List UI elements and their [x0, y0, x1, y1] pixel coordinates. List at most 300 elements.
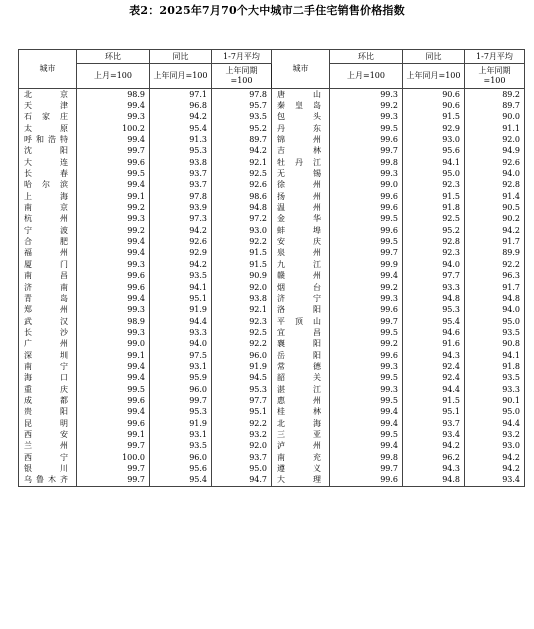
ytd-value-cell: 92.2 — [465, 259, 525, 270]
city-name-cell: 上海 — [19, 191, 77, 202]
city-name-cell: 广州 — [19, 339, 77, 350]
yoy-value-cell: 92.8 — [403, 236, 465, 247]
ytd-value-cell: 93.0 — [212, 225, 272, 236]
header-ytd-right: 1-7月平均 — [465, 50, 525, 64]
mom-value-cell: 100.0 — [77, 452, 150, 463]
ytd-value-cell: 92.6 — [465, 157, 525, 168]
yoy-value-cell: 92.3 — [403, 180, 465, 191]
ytd-value-cell: 91.8 — [465, 361, 525, 372]
mom-value-cell: 99.6 — [330, 350, 403, 361]
mom-value-cell: 99.6 — [77, 418, 150, 429]
city-name-cell: 呼和浩特 — [19, 134, 77, 145]
yoy-value-cell: 92.4 — [403, 361, 465, 372]
mom-value-cell: 99.3 — [77, 327, 150, 338]
city-name-cell: 洛阳 — [272, 305, 330, 316]
ytd-value-cell: 90.2 — [465, 214, 525, 225]
table-row — [19, 441, 525, 452]
city-name-cell: 无锡 — [272, 168, 330, 179]
table-row — [19, 259, 525, 270]
yoy-value-cell: 93.4 — [403, 429, 465, 440]
mom-value-cell: 99.7 — [77, 475, 150, 487]
city-name-cell: 成都 — [19, 395, 77, 406]
yoy-value-cell: 94.2 — [150, 259, 212, 270]
city-name-cell: 三亚 — [272, 429, 330, 440]
ytd-value-cell: 94.2 — [465, 452, 525, 463]
header-yoy-sub-left: 上年同月=100 — [150, 64, 212, 89]
yoy-value-cell: 94.8 — [403, 293, 465, 304]
ytd-value-cell: 89.2 — [465, 89, 525, 101]
ytd-value-cell: 93.5 — [465, 327, 525, 338]
mom-value-cell: 99.4 — [77, 248, 150, 259]
mom-value-cell: 99.4 — [77, 361, 150, 372]
yoy-value-cell: 93.7 — [403, 418, 465, 429]
ytd-value-cell: 95.3 — [212, 384, 272, 395]
ytd-value-cell: 91.7 — [465, 282, 525, 293]
city-name-cell: 兰州 — [19, 441, 77, 452]
yoy-value-cell: 93.7 — [150, 180, 212, 191]
ytd-value-cell: 93.3 — [465, 384, 525, 395]
yoy-value-cell: 92.9 — [403, 123, 465, 134]
ytd-value-cell: 94.2 — [465, 463, 525, 474]
city-name-cell: 遵义 — [272, 463, 330, 474]
ytd-value-cell: 90.9 — [212, 271, 272, 282]
yoy-value-cell: 94.2 — [403, 441, 465, 452]
yoy-value-cell: 99.7 — [150, 395, 212, 406]
yoy-value-cell: 93.7 — [150, 168, 212, 179]
mom-value-cell: 99.5 — [330, 429, 403, 440]
city-name-cell: 襄阳 — [272, 339, 330, 350]
table-row — [19, 327, 525, 338]
city-name-cell: 厦门 — [19, 259, 77, 270]
city-name-cell: 平顶山 — [272, 316, 330, 327]
city-name-cell: 唐山 — [272, 89, 330, 101]
yoy-value-cell: 91.5 — [403, 395, 465, 406]
ytd-value-cell: 92.0 — [212, 441, 272, 452]
ytd-value-cell: 94.9 — [465, 146, 525, 157]
ytd-value-cell: 91.5 — [212, 259, 272, 270]
mom-value-cell: 99.7 — [330, 316, 403, 327]
city-name-cell: 徐州 — [272, 180, 330, 191]
yoy-value-cell: 91.5 — [403, 191, 465, 202]
mom-value-cell: 99.4 — [330, 271, 403, 282]
table-row — [19, 361, 525, 372]
yoy-value-cell: 93.3 — [403, 282, 465, 293]
city-name-cell: 杭州 — [19, 214, 77, 225]
mom-value-cell: 99.3 — [330, 168, 403, 179]
ytd-value-cell: 92.1 — [212, 157, 272, 168]
yoy-value-cell: 90.6 — [403, 100, 465, 111]
ytd-value-cell: 92.5 — [212, 168, 272, 179]
table-row — [19, 463, 525, 474]
city-name-cell: 南昌 — [19, 271, 77, 282]
yoy-value-cell: 93.9 — [150, 202, 212, 213]
mom-value-cell: 99.1 — [77, 191, 150, 202]
mom-value-cell: 99.6 — [330, 191, 403, 202]
city-name-cell: 泸州 — [272, 441, 330, 452]
city-name-cell: 济南 — [19, 282, 77, 293]
ytd-value-cell: 90.5 — [465, 202, 525, 213]
ytd-value-cell: 94.2 — [465, 225, 525, 236]
yoy-value-cell: 94.1 — [403, 157, 465, 168]
city-name-cell: 丹东 — [272, 123, 330, 134]
ytd-value-cell: 94.8 — [212, 202, 272, 213]
mom-value-cell: 99.2 — [330, 100, 403, 111]
city-name-cell: 南京 — [19, 202, 77, 213]
city-name-cell: 长春 — [19, 168, 77, 179]
table-row — [19, 123, 525, 134]
yoy-value-cell: 94.1 — [150, 282, 212, 293]
city-name-cell: 南宁 — [19, 361, 77, 372]
table-row — [19, 248, 525, 259]
mom-value-cell: 99.7 — [77, 463, 150, 474]
city-name-cell: 温州 — [272, 202, 330, 213]
yoy-value-cell: 92.3 — [403, 248, 465, 259]
header-mom-left: 环比 — [77, 50, 150, 64]
mom-value-cell: 99.7 — [330, 463, 403, 474]
yoy-value-cell: 95.1 — [403, 407, 465, 418]
mom-value-cell: 99.4 — [330, 441, 403, 452]
ytd-value-cell: 94.4 — [465, 418, 525, 429]
table-row — [19, 191, 525, 202]
header-ytd-sub-left: 上年同期=100 — [212, 64, 272, 89]
ytd-value-cell: 94.5 — [212, 373, 272, 384]
table-row — [19, 236, 525, 247]
city-name-cell: 岳阳 — [272, 350, 330, 361]
mom-value-cell: 99.4 — [330, 418, 403, 429]
mom-value-cell: 99.7 — [330, 248, 403, 259]
table-row — [19, 271, 525, 282]
yoy-value-cell: 92.5 — [403, 214, 465, 225]
yoy-value-cell: 91.9 — [150, 305, 212, 316]
mom-value-cell: 99.5 — [330, 214, 403, 225]
ytd-value-cell: 93.2 — [212, 429, 272, 440]
yoy-value-cell: 93.0 — [403, 134, 465, 145]
mom-value-cell: 98.9 — [77, 89, 150, 101]
mom-value-cell: 100.2 — [77, 123, 150, 134]
ytd-value-cell: 95.0 — [212, 463, 272, 474]
mom-value-cell: 99.5 — [330, 395, 403, 406]
header-city-left: 城市 — [19, 50, 77, 89]
ytd-value-cell: 91.1 — [465, 123, 525, 134]
city-name-cell: 包头 — [272, 112, 330, 123]
city-name-cell: 牡丹江 — [272, 157, 330, 168]
yoy-value-cell: 97.7 — [403, 271, 465, 282]
table-row — [19, 373, 525, 384]
page-title: 表2：2025年7月70个大中城市二手住宅销售价格指数 — [129, 4, 405, 17]
city-name-cell: 韶关 — [272, 373, 330, 384]
ytd-value-cell: 93.2 — [465, 429, 525, 440]
ytd-value-cell: 90.0 — [465, 112, 525, 123]
table-row — [19, 384, 525, 395]
city-name-cell: 大理 — [272, 475, 330, 487]
header-ytd-sub-right: 上年同期=100 — [465, 64, 525, 89]
mom-value-cell: 99.5 — [330, 123, 403, 134]
city-name-cell: 福州 — [19, 248, 77, 259]
yoy-value-cell: 95.1 — [150, 293, 212, 304]
ytd-value-cell: 91.4 — [465, 191, 525, 202]
yoy-value-cell: 93.1 — [150, 429, 212, 440]
yoy-value-cell: 93.5 — [150, 441, 212, 452]
city-name-cell: 西宁 — [19, 452, 77, 463]
header-yoy-left: 同比 — [150, 50, 212, 64]
ytd-value-cell: 92.8 — [465, 180, 525, 191]
mom-value-cell: 99.8 — [330, 157, 403, 168]
city-name-cell: 北海 — [272, 418, 330, 429]
city-name-cell: 赣州 — [272, 271, 330, 282]
ytd-value-cell: 92.6 — [212, 180, 272, 191]
mom-value-cell: 99.4 — [77, 236, 150, 247]
yoy-value-cell: 95.4 — [150, 475, 212, 487]
mom-value-cell: 99.4 — [77, 180, 150, 191]
city-name-cell: 大连 — [19, 157, 77, 168]
yoy-value-cell: 93.5 — [150, 271, 212, 282]
mom-value-cell: 99.7 — [77, 146, 150, 157]
yoy-value-cell: 94.3 — [403, 350, 465, 361]
yoy-value-cell: 93.1 — [150, 361, 212, 372]
ytd-value-cell: 95.1 — [212, 407, 272, 418]
yoy-value-cell: 95.2 — [403, 225, 465, 236]
city-name-cell: 天津 — [19, 100, 77, 111]
table-row — [19, 214, 525, 225]
yoy-value-cell: 94.0 — [403, 259, 465, 270]
city-name-cell: 深圳 — [19, 350, 77, 361]
yoy-value-cell: 94.2 — [150, 225, 212, 236]
mom-value-cell: 99.1 — [77, 350, 150, 361]
city-name-cell: 蚌埠 — [272, 225, 330, 236]
header-mom-sub-left: 上月=100 — [77, 64, 150, 89]
mom-value-cell: 99.4 — [77, 134, 150, 145]
mom-value-cell: 99.2 — [77, 202, 150, 213]
yoy-value-cell: 91.8 — [403, 202, 465, 213]
city-name-cell: 郑州 — [19, 305, 77, 316]
table-row — [19, 316, 525, 327]
city-name-cell: 武汉 — [19, 316, 77, 327]
ytd-value-cell: 94.7 — [212, 475, 272, 487]
mom-value-cell: 98.9 — [77, 316, 150, 327]
table-row — [19, 202, 525, 213]
table-row — [19, 429, 525, 440]
yoy-value-cell: 95.3 — [150, 146, 212, 157]
ytd-value-cell: 97.2 — [212, 214, 272, 225]
city-name-cell: 乌鲁木齐 — [19, 475, 77, 487]
ytd-value-cell: 95.0 — [465, 316, 525, 327]
mom-value-cell: 99.6 — [330, 134, 403, 145]
yoy-value-cell: 91.5 — [403, 112, 465, 123]
mom-value-cell: 99.6 — [77, 282, 150, 293]
city-name-cell: 桂林 — [272, 407, 330, 418]
ytd-value-cell: 93.8 — [212, 293, 272, 304]
yoy-value-cell: 97.3 — [150, 214, 212, 225]
city-name-cell: 海口 — [19, 373, 77, 384]
table-row — [19, 452, 525, 463]
mom-value-cell: 99.6 — [77, 157, 150, 168]
table-row — [19, 305, 525, 316]
city-name-cell: 北京 — [19, 89, 77, 101]
header-yoy-sub-right: 上年同月=100 — [403, 64, 465, 89]
city-name-cell: 秦皇岛 — [272, 100, 330, 111]
mom-value-cell: 99.0 — [330, 180, 403, 191]
ytd-value-cell: 92.0 — [465, 134, 525, 145]
yoy-value-cell: 94.8 — [403, 475, 465, 487]
yoy-value-cell: 91.9 — [150, 418, 212, 429]
ytd-value-cell: 92.1 — [212, 305, 272, 316]
table-row — [19, 293, 525, 304]
yoy-value-cell: 95.0 — [403, 168, 465, 179]
yoy-value-cell: 92.6 — [150, 236, 212, 247]
ytd-value-cell: 92.2 — [212, 236, 272, 247]
city-name-cell: 济宁 — [272, 293, 330, 304]
mom-value-cell: 99.5 — [330, 373, 403, 384]
ytd-value-cell: 91.9 — [212, 361, 272, 372]
city-name-cell: 九江 — [272, 259, 330, 270]
table-row — [19, 395, 525, 406]
ytd-value-cell: 90.1 — [465, 395, 525, 406]
mom-value-cell: 99.9 — [330, 259, 403, 270]
mom-value-cell: 99.7 — [330, 146, 403, 157]
ytd-value-cell: 93.5 — [212, 112, 272, 123]
mom-value-cell: 99.6 — [330, 225, 403, 236]
city-name-cell: 泉州 — [272, 248, 330, 259]
table-row — [19, 146, 525, 157]
table-row — [19, 475, 525, 487]
yoy-value-cell: 96.8 — [150, 100, 212, 111]
yoy-value-cell: 94.6 — [403, 327, 465, 338]
ytd-value-cell: 97.8 — [212, 89, 272, 101]
city-name-cell: 扬州 — [272, 191, 330, 202]
city-name-cell: 宁波 — [19, 225, 77, 236]
city-name-cell: 长沙 — [19, 327, 77, 338]
ytd-value-cell: 92.5 — [212, 327, 272, 338]
mom-value-cell: 99.2 — [330, 339, 403, 350]
ytd-value-cell: 93.0 — [465, 441, 525, 452]
yoy-value-cell: 93.8 — [150, 157, 212, 168]
yoy-value-cell: 96.0 — [150, 452, 212, 463]
city-name-cell: 太原 — [19, 123, 77, 134]
mom-value-cell: 99.3 — [330, 112, 403, 123]
mom-value-cell: 99.4 — [330, 407, 403, 418]
ytd-value-cell: 93.5 — [465, 373, 525, 384]
city-name-cell: 烟台 — [272, 282, 330, 293]
mom-value-cell: 99.7 — [77, 441, 150, 452]
table-row — [19, 89, 525, 101]
ytd-value-cell: 94.0 — [465, 305, 525, 316]
table-row — [19, 112, 525, 123]
city-name-cell: 青岛 — [19, 293, 77, 304]
mom-value-cell: 99.3 — [330, 293, 403, 304]
table-row — [19, 339, 525, 350]
mom-value-cell: 99.3 — [77, 305, 150, 316]
header-city-right: 城市 — [272, 50, 330, 89]
yoy-value-cell: 91.6 — [403, 339, 465, 350]
yoy-value-cell: 91.3 — [150, 134, 212, 145]
ytd-value-cell: 95.7 — [212, 100, 272, 111]
mom-value-cell: 99.4 — [77, 373, 150, 384]
city-name-cell: 常德 — [272, 361, 330, 372]
ytd-value-cell: 95.2 — [212, 123, 272, 134]
ytd-value-cell: 89.7 — [212, 134, 272, 145]
yoy-value-cell: 94.4 — [403, 384, 465, 395]
ytd-value-cell: 96.0 — [212, 350, 272, 361]
table-body — [19, 89, 525, 487]
mom-value-cell: 99.3 — [77, 259, 150, 270]
mom-value-cell: 99.3 — [330, 361, 403, 372]
city-name-cell: 西安 — [19, 429, 77, 440]
yoy-value-cell: 97.8 — [150, 191, 212, 202]
table-row — [19, 100, 525, 111]
header-mom-sub-right: 上月=100 — [330, 64, 403, 89]
mom-value-cell: 99.5 — [77, 168, 150, 179]
mom-value-cell: 99.6 — [77, 271, 150, 282]
yoy-value-cell: 94.2 — [150, 112, 212, 123]
ytd-value-cell: 93.4 — [465, 475, 525, 487]
city-name-cell: 吉林 — [272, 146, 330, 157]
ytd-value-cell: 97.7 — [212, 395, 272, 406]
mom-value-cell: 99.6 — [330, 475, 403, 487]
yoy-value-cell: 95.6 — [403, 146, 465, 157]
mom-value-cell: 99.5 — [77, 384, 150, 395]
ytd-value-cell: 90.8 — [465, 339, 525, 350]
yoy-value-cell: 93.3 — [150, 327, 212, 338]
mom-value-cell: 99.2 — [77, 225, 150, 236]
city-name-cell: 沈阳 — [19, 146, 77, 157]
mom-value-cell: 99.4 — [77, 407, 150, 418]
yoy-value-cell: 96.2 — [403, 452, 465, 463]
ytd-value-cell: 91.7 — [465, 236, 525, 247]
header-ytd-left: 1-7月平均 — [212, 50, 272, 64]
yoy-value-cell: 97.1 — [150, 89, 212, 101]
mom-value-cell: 99.6 — [330, 305, 403, 316]
yoy-value-cell: 92.4 — [403, 373, 465, 384]
mom-value-cell: 99.2 — [330, 282, 403, 293]
ytd-value-cell: 92.2 — [212, 418, 272, 429]
table-row — [19, 168, 525, 179]
city-name-cell: 昆明 — [19, 418, 77, 429]
city-name-cell: 合肥 — [19, 236, 77, 247]
mom-value-cell: 99.4 — [77, 100, 150, 111]
mom-value-cell: 99.3 — [330, 384, 403, 395]
yoy-value-cell: 94.4 — [150, 316, 212, 327]
ytd-value-cell: 95.0 — [465, 407, 525, 418]
yoy-value-cell: 94.3 — [403, 463, 465, 474]
mom-value-cell: 99.4 — [77, 293, 150, 304]
city-name-cell: 湛江 — [272, 384, 330, 395]
mom-value-cell: 99.3 — [77, 112, 150, 123]
table-row — [19, 180, 525, 191]
yoy-value-cell: 95.3 — [150, 407, 212, 418]
yoy-value-cell: 90.6 — [403, 89, 465, 101]
yoy-value-cell: 92.9 — [150, 248, 212, 259]
yoy-value-cell: 96.0 — [150, 384, 212, 395]
yoy-value-cell: 95.4 — [403, 316, 465, 327]
ytd-value-cell: 94.0 — [465, 168, 525, 179]
ytd-value-cell: 92.2 — [212, 339, 272, 350]
table-row — [19, 134, 525, 145]
city-name-cell: 金华 — [272, 214, 330, 225]
table-row — [19, 282, 525, 293]
table-row — [19, 418, 525, 429]
ytd-value-cell: 93.7 — [212, 452, 272, 463]
ytd-value-cell: 92.0 — [212, 282, 272, 293]
table-row — [19, 407, 525, 418]
table-row — [19, 157, 525, 168]
yoy-value-cell: 97.5 — [150, 350, 212, 361]
ytd-value-cell: 96.3 — [465, 271, 525, 282]
ytd-value-cell: 94.8 — [465, 293, 525, 304]
city-name-cell: 银川 — [19, 463, 77, 474]
mom-value-cell: 99.1 — [77, 429, 150, 440]
ytd-value-cell: 89.7 — [465, 100, 525, 111]
city-name-cell: 重庆 — [19, 384, 77, 395]
